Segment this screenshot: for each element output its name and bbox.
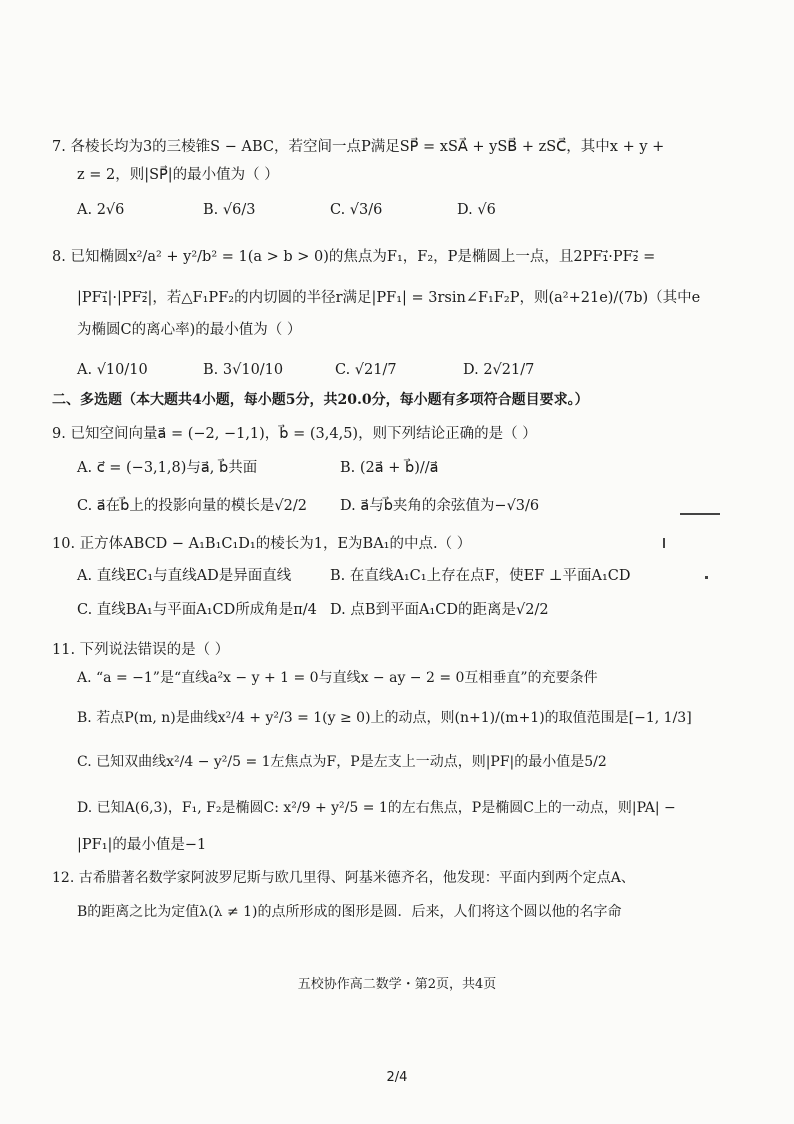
q7-line1: 7. 各棱长均为3的三棱锥S − ABC，若空间一点P满足SP⃗ = xSA⃗ + ySB⃗ + zSC⃗，其中x + y + bbox=[52, 139, 665, 155]
q10-option-b: B. 在直线A₁C₁上存在点F，使EF ⊥平面A₁CD bbox=[330, 568, 631, 584]
q7-line2: z = 2，则|SP⃗|的最小值为（ ） bbox=[77, 167, 279, 183]
q8-option-b: B. 3√10/10 bbox=[203, 362, 284, 378]
q11-option-a: A. “a = −1”是“直线a²x − y + 1 = 0与直线x − ay − 2 = 0互相垂直”的充要条件 bbox=[77, 670, 598, 686]
q10-option-d: D. 点B到平面A₁CD的距离是√2/2 bbox=[330, 602, 549, 618]
scan-mark bbox=[705, 576, 708, 579]
q9-option-b: B. (2a⃗ + b⃗)//a⃗ bbox=[340, 460, 439, 476]
q11-option-d-line2: |PF₁|的最小值是−1 bbox=[77, 837, 207, 853]
q11-option-b: B. 若点P(m, n)是曲线x²/4 + y²/3 = 1(y ≥ 0)上的动点，则(n+1)/(m+1)的取值范围是[−1, 1/3] bbox=[77, 710, 692, 726]
scan-mark bbox=[680, 513, 720, 515]
q10-option-a: A. 直线EC₁与直线AD是异面直线 bbox=[77, 568, 292, 584]
q11-option-c: C. 已知双曲线x²/4 − y²/5 = 1左焦点为F，P是左支上一动点，则|PF|的最小值是5/2 bbox=[77, 754, 607, 770]
q7-option-a: A. 2√6 bbox=[77, 202, 125, 218]
q10-option-c: C. 直线BA₁与平面A₁CD所成角是π/4 bbox=[77, 602, 317, 618]
section-2-heading: 二、多选题（本大题共4小题，每小题5分，共20.0分，每小题有多项符合题目要求。） bbox=[52, 392, 589, 408]
page-number: 2/4 bbox=[386, 1070, 408, 1085]
q7-option-d: D. √6 bbox=[457, 202, 496, 218]
q8-line3: 为椭圆C的离心率)的最小值为（ ） bbox=[77, 322, 302, 338]
q9-option-a: A. c⃗ = (−3,1,8)与a⃗, b⃗共面 bbox=[77, 460, 258, 476]
q7-option-b: B. √6/3 bbox=[203, 202, 256, 218]
q12-line2: B的距离之比为定值λ(λ ≠ 1)的点所形成的图形是圆．后来，人们将这个圆以他的名字命 bbox=[77, 904, 622, 920]
q11-line1: 11. 下列说法错误的是（ ） bbox=[52, 642, 230, 658]
q9-option-c: C. a⃗在b⃗上的投影向量的模长是√2/2 bbox=[77, 498, 307, 514]
q9-line1: 9. 已知空间向量a⃗ = (−2, −1,1)，b⃗ = (3,4,5)，则下列结论正确的是（ ） bbox=[52, 426, 537, 442]
q10-line1: 10. 正方体ABCD − A₁B₁C₁D₁的棱长为1，E为BA₁的中点.（ ） bbox=[52, 536, 472, 552]
q11-option-d-line1: D. 已知A(6,3)，F₁, F₂是椭圆C: x²/9 + y²/5 = 1的左右焦点，P是椭圆C上的一动点，则|PA| − bbox=[77, 800, 676, 816]
scan-mark bbox=[663, 538, 665, 548]
q8-option-d: D. 2√21/7 bbox=[463, 362, 535, 378]
q9-option-d: D. a⃗与b⃗夹角的余弦值为−√3/6 bbox=[340, 498, 540, 514]
q8-line1: 8. 已知椭圆x²/a² + y²/b² = 1(a > b > 0)的焦点为F₁，F₂，P是椭圆上一点，且2PF₁⃗·PF₂⃗ = bbox=[52, 249, 656, 265]
q8-option-c: C. √21/7 bbox=[335, 362, 397, 378]
page-footer: 五校协作高二数学・第2页，共4页 bbox=[297, 977, 497, 992]
q8-option-a: A. √10/10 bbox=[77, 362, 148, 378]
q7-option-c: C. √3/6 bbox=[330, 202, 383, 218]
q8-line2: |PF₁⃗|·|PF₂⃗|，若△F₁PF₂的内切圆的半径r满足|PF₁| = 3rsin∠F₁F₂P，则(a²+21e)/(7b)（其中e bbox=[77, 290, 701, 306]
q12-line1: 12. 古希腊著名数学家阿波罗尼斯与欧几里得、阿基米德齐名，他发现：平面内到两个定点A、 bbox=[52, 870, 635, 886]
